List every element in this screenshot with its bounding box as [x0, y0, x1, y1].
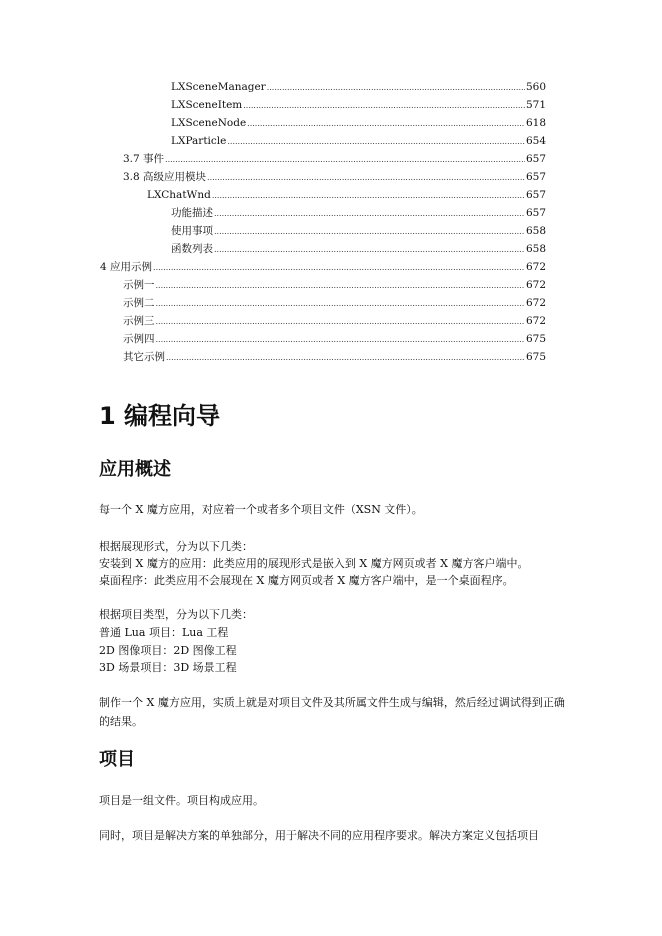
project-paragraph-2: 同时，项目是解决方案的单独部分，用于解决不同的应用程序要求。解决方案定义包括项目	[99, 829, 539, 842]
toc-entry-label: LXSceneNode	[171, 117, 247, 129]
toc-entry-label: LXParticle	[171, 135, 227, 147]
toc-entry[interactable]	[123, 295, 546, 311]
toc-leader-dots	[212, 187, 525, 203]
toc-leader-dots	[214, 223, 525, 239]
toc-entry-page: 654	[525, 135, 546, 147]
toc-entry-page: 657	[525, 207, 546, 219]
toc-leader-dots	[165, 151, 525, 167]
section-title-overview: 应用概述	[99, 459, 171, 480]
toc-leader-dots	[166, 349, 525, 365]
toc-entry[interactable]	[171, 241, 546, 257]
toc-entry[interactable]	[123, 349, 546, 365]
toc-entry[interactable]	[123, 151, 546, 167]
toc-entry[interactable]	[171, 205, 546, 221]
toc-entry-page: 658	[525, 243, 546, 255]
display-type-desktop: 桌面程序：此类应用不会展现在 X 魔方网页或者 X 魔方客户端中，是一个桌面程序。	[99, 574, 514, 587]
toc-entry-page: 657	[525, 153, 546, 165]
toc-entry-label: 函数列表	[171, 243, 213, 255]
toc-entry[interactable]	[171, 79, 546, 95]
toc-entry-page: 672	[525, 297, 546, 309]
toc-entry[interactable]	[171, 223, 546, 239]
toc-leader-dots	[156, 277, 525, 293]
toc-entry-label: 示例三	[123, 315, 155, 327]
toc-entry-page: 560	[525, 81, 546, 93]
toc-entry-page: 672	[525, 261, 546, 273]
display-type-installed: 安装到 X 魔方的应用：此类应用的展现形式是嵌入到 X 魔方网页或者 X 魔方客户端中。	[99, 557, 529, 570]
toc-entry-label: 功能描述	[171, 207, 213, 219]
toc-entry-label: LXChatWnd	[147, 189, 211, 201]
toc-entry-page: 672	[525, 315, 546, 327]
toc-leader-dots	[156, 295, 525, 311]
toc-entry-label: LXSceneManager	[171, 81, 266, 93]
toc-leader-dots	[267, 79, 525, 95]
overview-paragraph-1: 每一个 X 魔方应用，对应着一个或者多个项目文件（XSN 文件）。	[99, 503, 423, 516]
toc-entry-page: 657	[525, 171, 546, 183]
toc-entry-label: 示例一	[123, 279, 155, 291]
toc-leader-dots	[207, 169, 525, 185]
toc-entry-page: 618	[525, 117, 546, 129]
project-type-2d: 2D 图像项目：2D 图像工程	[99, 644, 237, 657]
project-type-3d: 3D 场景项目：3D 场景工程	[99, 661, 237, 674]
chapter-title: 1 编程向导	[99, 402, 221, 430]
toc-entry-label: 其它示例	[123, 351, 165, 363]
toc-entry-label: 使用事项	[171, 225, 213, 237]
overview-paragraph-4: 制作一个 X 魔方应用，实质上就是对项目文件及其所属文件生成与编辑，然后经过调试得到正确的结果。	[99, 696, 565, 728]
toc-entry[interactable]	[171, 133, 546, 149]
toc-entry[interactable]	[123, 169, 546, 185]
toc-entry-page: 675	[525, 351, 546, 363]
toc-entry-page: 675	[525, 333, 546, 345]
toc-entry[interactable]	[100, 259, 546, 275]
toc-leader-dots	[214, 241, 525, 257]
toc-entry[interactable]	[123, 277, 546, 293]
toc-leader-dots	[247, 115, 525, 131]
toc-entry-page: 571	[525, 99, 546, 111]
toc-leader-dots	[227, 133, 525, 149]
toc-entry-label: 示例四	[123, 333, 155, 345]
project-type-heading: 根据项目类型，分为以下几类：	[99, 608, 253, 621]
toc-entry-page: 672	[525, 279, 546, 291]
toc-entry[interactable]	[171, 97, 546, 113]
toc-entry-page: 658	[525, 225, 546, 237]
toc-leader-dots	[156, 313, 525, 329]
toc-entry-label: 示例二	[123, 297, 155, 309]
toc-entry[interactable]	[123, 313, 546, 329]
toc-entry[interactable]	[123, 331, 546, 347]
toc-entry[interactable]	[147, 187, 546, 203]
section-title-project: 项目	[99, 749, 135, 770]
display-type-heading: 根据展现形式，分为以下几类：	[99, 540, 253, 553]
toc-leader-dots	[243, 97, 525, 113]
toc-entry-label: 3.7 事件	[123, 153, 165, 165]
toc-entry-label: 4 应用示例	[100, 261, 153, 273]
toc-entry-label: LXSceneItem	[171, 99, 243, 111]
toc-leader-dots	[156, 331, 525, 347]
toc-leader-dots	[153, 259, 525, 275]
toc-entry-page: 657	[525, 189, 546, 201]
toc-entry-label: 3.8 高级应用模块	[123, 171, 207, 183]
project-type-lua: 普通 Lua 项目：Lua 工程	[99, 626, 229, 639]
project-paragraph-1: 项目是一组文件。项目构成应用。	[99, 794, 264, 807]
toc-entry[interactable]	[171, 115, 546, 131]
toc-leader-dots	[214, 205, 525, 221]
